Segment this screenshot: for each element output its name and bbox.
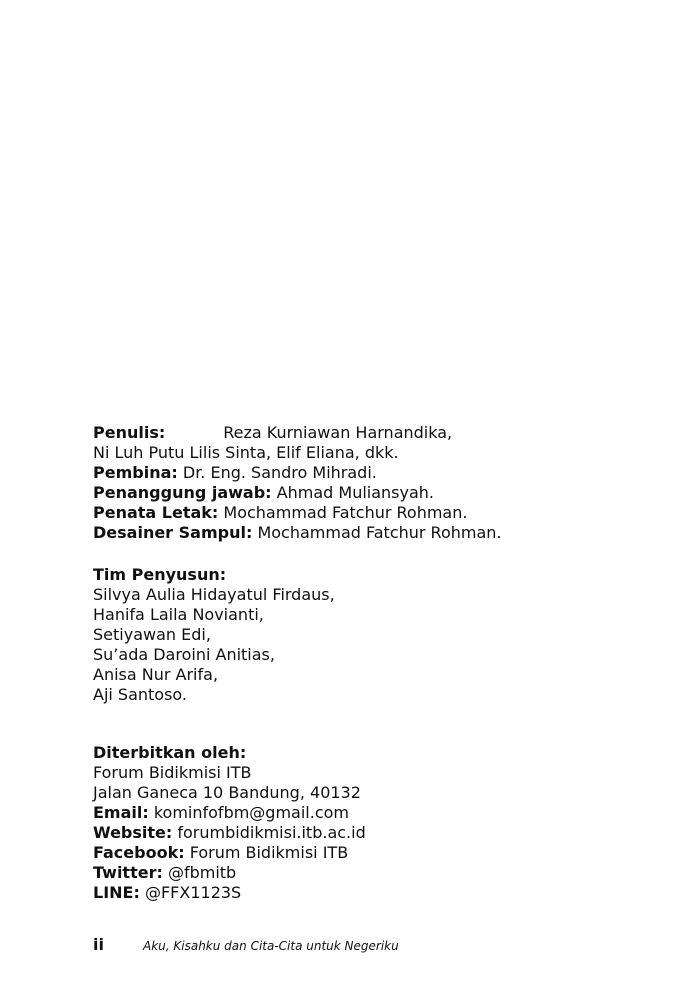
- twitter-line: [93, 863, 366, 883]
- pembina-line: [93, 463, 502, 483]
- penata-letak-value: Mochammad Fatchur Rohman.: [218, 503, 468, 522]
- line-label: LINE:: [93, 883, 140, 902]
- website-line: [93, 823, 366, 843]
- penulis-value-continued: Ni Luh Putu Lilis Sinta, Elif Eliana, dkk.: [93, 443, 399, 462]
- running-title: Aku, Kisahku dan Cita-Cita untuk Negeriku: [143, 939, 399, 953]
- email-line: [93, 803, 366, 823]
- team-member: Aji Santoso.: [93, 685, 188, 704]
- desainer-sampul-label: Desainer Sampul:: [93, 523, 253, 542]
- twitter-value: @fbmitb: [162, 863, 237, 882]
- team-member: Anisa Nur Arifa,: [93, 665, 219, 684]
- team-member: Setiyawan Edi,: [93, 625, 211, 644]
- twitter-label: Twitter:: [93, 863, 163, 882]
- penulis-line-2: [93, 443, 502, 463]
- publisher-address: Jalan Ganeca 10 Bandung, 40132: [93, 783, 361, 802]
- team-label: Tim Penyusun:: [93, 565, 227, 584]
- page-footer: [93, 935, 399, 954]
- website-label: Website:: [93, 823, 173, 842]
- page-number: ii: [93, 935, 104, 954]
- penanggung-jawab-value: Ahmad Muliansyah.: [271, 483, 434, 502]
- desainer-sampul-line: [93, 523, 502, 543]
- penata-letak-line: [93, 503, 502, 523]
- team-member: Hanifa Laila Novianti,: [93, 605, 264, 624]
- pembina-value: Dr. Eng. Sandro Mihradi.: [177, 463, 377, 482]
- line-line: [93, 883, 366, 903]
- publisher-block: [93, 743, 366, 903]
- team-member: Su’ada Daroini Anitias,: [93, 645, 275, 664]
- line-value: @FFX1123S: [139, 883, 242, 902]
- facebook-value: Forum Bidikmisi ITB: [184, 843, 349, 862]
- team-member: Silvya Aulia Hidayatul Firdaus,: [93, 585, 335, 604]
- website-value: forumbidikmisi.itb.ac.id: [172, 823, 366, 842]
- facebook-label: Facebook:: [93, 843, 185, 862]
- penanggung-jawab-line: [93, 483, 502, 503]
- penulis-label: Penulis:: [93, 423, 166, 442]
- facebook-line: [93, 843, 366, 863]
- publisher-label: Diterbitkan oleh:: [93, 743, 247, 762]
- email-label: Email:: [93, 803, 149, 822]
- penanggung-jawab-label: Penanggung jawab:: [93, 483, 272, 502]
- publisher-name: Forum Bidikmisi ITB: [93, 763, 252, 782]
- pembina-label: Pembina:: [93, 463, 178, 482]
- penata-letak-label: Penata Letak:: [93, 503, 219, 522]
- penulis-line: [93, 423, 502, 443]
- credits-block: [93, 423, 502, 543]
- team-block: [93, 565, 335, 705]
- email-value: kominfofbm@gmail.com: [148, 803, 349, 822]
- penulis-value: Reza Kurniawan Harnandika,: [223, 423, 453, 442]
- desainer-sampul-value: Mochammad Fatchur Rohman.: [252, 523, 502, 542]
